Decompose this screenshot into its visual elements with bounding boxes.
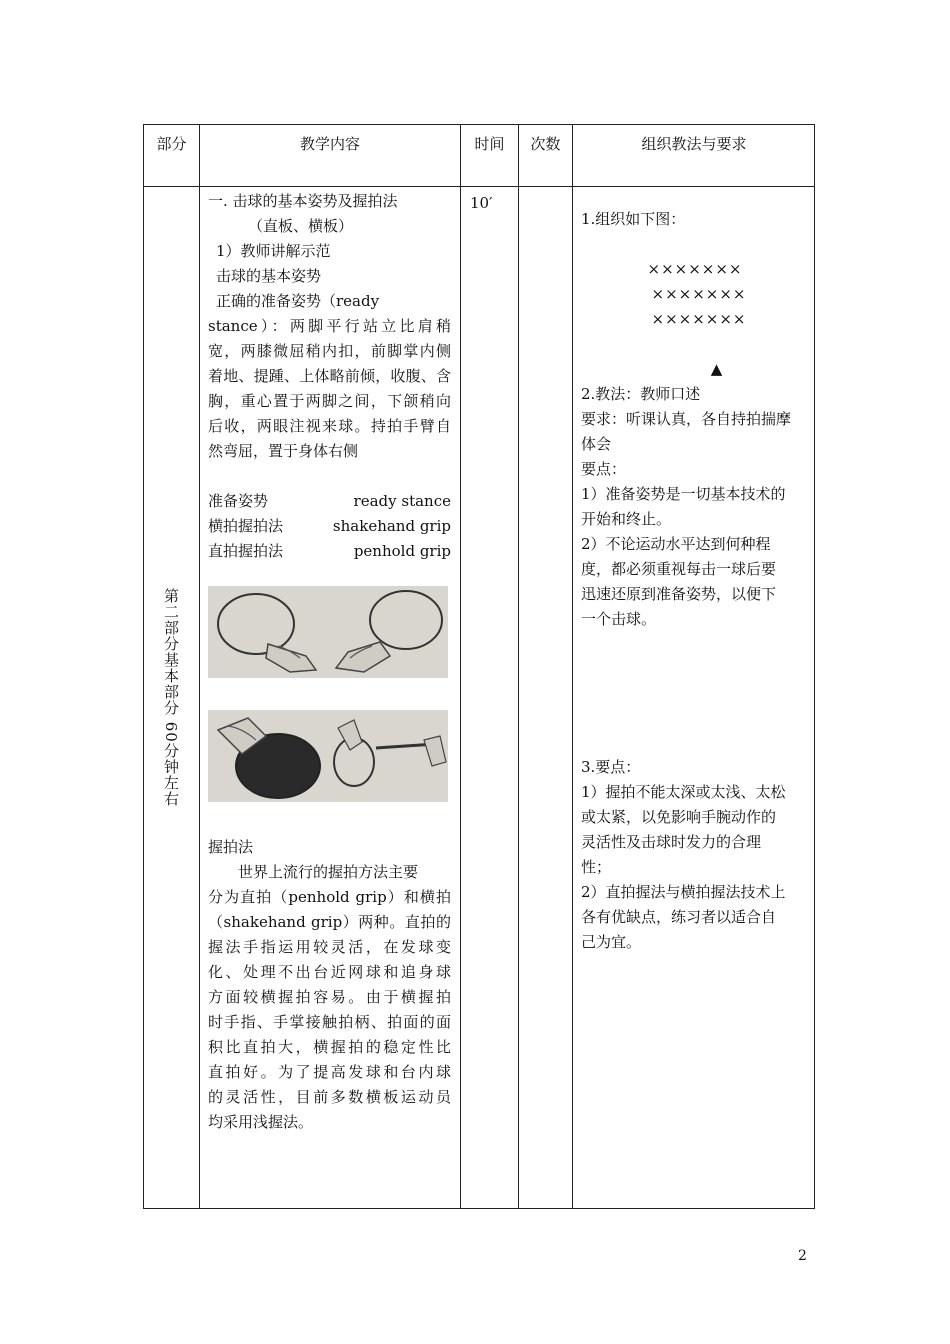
term-row bbox=[208, 539, 451, 564]
content-block bbox=[208, 189, 451, 564]
formation-row: ××××××× bbox=[651, 285, 747, 303]
org-line: 要求：听课认真，各自持拍揣摩 bbox=[581, 410, 792, 428]
grip-para-line: 时手指、手掌接触拍柄、拍面的面 bbox=[208, 1013, 451, 1031]
org-line: 1）准备姿势是一切基本技术的 bbox=[581, 485, 786, 503]
org-line: 开始和终止。 bbox=[581, 510, 672, 528]
grip-para-line: 握法手指运用较灵活，在发球变 bbox=[208, 938, 451, 956]
grip-para-line: 均采用浅握法。 bbox=[208, 1113, 314, 1131]
org-line: 3.要点： bbox=[581, 758, 641, 776]
content-line: 1）教师讲解示范 bbox=[216, 242, 331, 260]
org-line: 性； bbox=[581, 858, 612, 876]
term-en: ready stance bbox=[353, 492, 451, 510]
page-number: 2 bbox=[798, 1248, 807, 1264]
penhold-grip-back-image bbox=[328, 710, 448, 802]
header-part: 部分 bbox=[156, 135, 187, 153]
header-count: 次数 bbox=[530, 135, 561, 153]
org-line: 2）不论运动水平达到何种程 bbox=[581, 535, 771, 553]
org-block bbox=[581, 207, 809, 632]
content-para-line: 后收，两眼注视来球。持拍手臂自 bbox=[208, 417, 451, 435]
grip-para-line: 世界上流行的握拍方法主要 bbox=[238, 863, 419, 881]
content-para-line: 宽，两膝微屈稍内扣，前脚掌内侧 bbox=[208, 342, 451, 360]
teacher-triangle-icon: ▲ bbox=[710, 360, 724, 378]
grip-para-line: （shakehand grip）两种。直拍的 bbox=[208, 913, 451, 931]
header-divider bbox=[144, 186, 814, 187]
formation-row: ××××××× bbox=[647, 260, 743, 278]
org-line: 2.教法：教师口述 bbox=[581, 385, 701, 403]
grip-para-line: 的灵活性，目前多数横板运动员 bbox=[208, 1088, 451, 1106]
content-para-line: 然弯屈，置于身体右侧 bbox=[208, 442, 359, 460]
content-title: 一. 击球的基本姿势及握拍法 bbox=[208, 192, 398, 210]
org-line: 要点： bbox=[581, 460, 627, 478]
org-line: 或太紧，以免影响手腕动作的 bbox=[581, 808, 777, 826]
content-line: 正确的准备姿势（ready bbox=[216, 292, 380, 310]
org-line: 体会 bbox=[581, 435, 612, 453]
header-content: 教学内容 bbox=[299, 135, 360, 153]
org-keypoints-block bbox=[581, 755, 809, 955]
column-divider bbox=[572, 125, 573, 1208]
term-row bbox=[208, 514, 451, 539]
content-para-line: 着地、提踵、上体略前倾，收腹、含 bbox=[208, 367, 451, 385]
term-cn: 准备姿势 bbox=[208, 492, 269, 510]
header-org: 组织教法与要求 bbox=[641, 135, 747, 153]
grip-para-line: 方面较横握拍容易。由于横握拍 bbox=[208, 988, 451, 1006]
penhold-grip-front-image bbox=[208, 710, 328, 802]
column-divider bbox=[199, 125, 200, 1208]
content-line: 击球的基本姿势 bbox=[216, 267, 322, 285]
time-value: 10′ bbox=[470, 194, 493, 212]
grip-para-line: 积比直拍大，横握拍的稳定性比 bbox=[208, 1038, 451, 1056]
grip-para-line: 化、处理不出台近网球和追身球 bbox=[208, 963, 451, 981]
org-line: 己为宜。 bbox=[581, 933, 642, 951]
term-row bbox=[208, 489, 451, 514]
shakehand-grip-back-image bbox=[328, 586, 448, 678]
org-line: 各有优缺点，练习者以适合自 bbox=[581, 908, 777, 926]
column-divider bbox=[460, 125, 461, 1208]
formation-row: ××××××× bbox=[651, 310, 747, 328]
org-line: 1.组织如下图： bbox=[581, 210, 686, 228]
content-para-line: 胸，重心置于两脚之间，下颌稍向 bbox=[208, 392, 451, 410]
part-label-text: 第二部分基本部分 60分钟左右 bbox=[162, 588, 180, 807]
grip-block bbox=[208, 835, 451, 1135]
header-time: 时间 bbox=[474, 135, 505, 153]
org-line: 迅速还原到准备姿势，以便下 bbox=[581, 585, 777, 603]
column-divider bbox=[518, 125, 519, 1208]
org-line: 灵活性及击球时发力的合理 bbox=[581, 833, 762, 851]
content-subtitle: （直板、横板） bbox=[248, 217, 354, 235]
org-line: 度，都必须重视每击一球后要 bbox=[581, 560, 777, 578]
term-cn: 横拍握拍法 bbox=[208, 517, 284, 535]
term-en: shakehand grip bbox=[332, 517, 451, 535]
grip-para-line: 直拍好。为了提高发球和台内球 bbox=[208, 1063, 451, 1081]
lesson-plan-table bbox=[143, 124, 815, 1209]
org-line: 2）直拍握法与横拍握法技术上 bbox=[581, 883, 786, 901]
shakehand-grip-front-image bbox=[208, 586, 328, 678]
org-line: 一个击球。 bbox=[581, 610, 657, 628]
term-en: penhold grip bbox=[353, 542, 451, 560]
content-para-line: stance）：两脚平行站立比肩稍 bbox=[208, 317, 451, 335]
grip-title: 握拍法 bbox=[208, 838, 254, 856]
grip-para-line: 分为直拍（penhold grip）和横拍 bbox=[208, 888, 451, 906]
org-line: 1）握拍不能太深或太浅、太松 bbox=[581, 783, 786, 801]
term-cn: 直拍握拍法 bbox=[208, 542, 284, 560]
part-label bbox=[144, 187, 199, 1208]
